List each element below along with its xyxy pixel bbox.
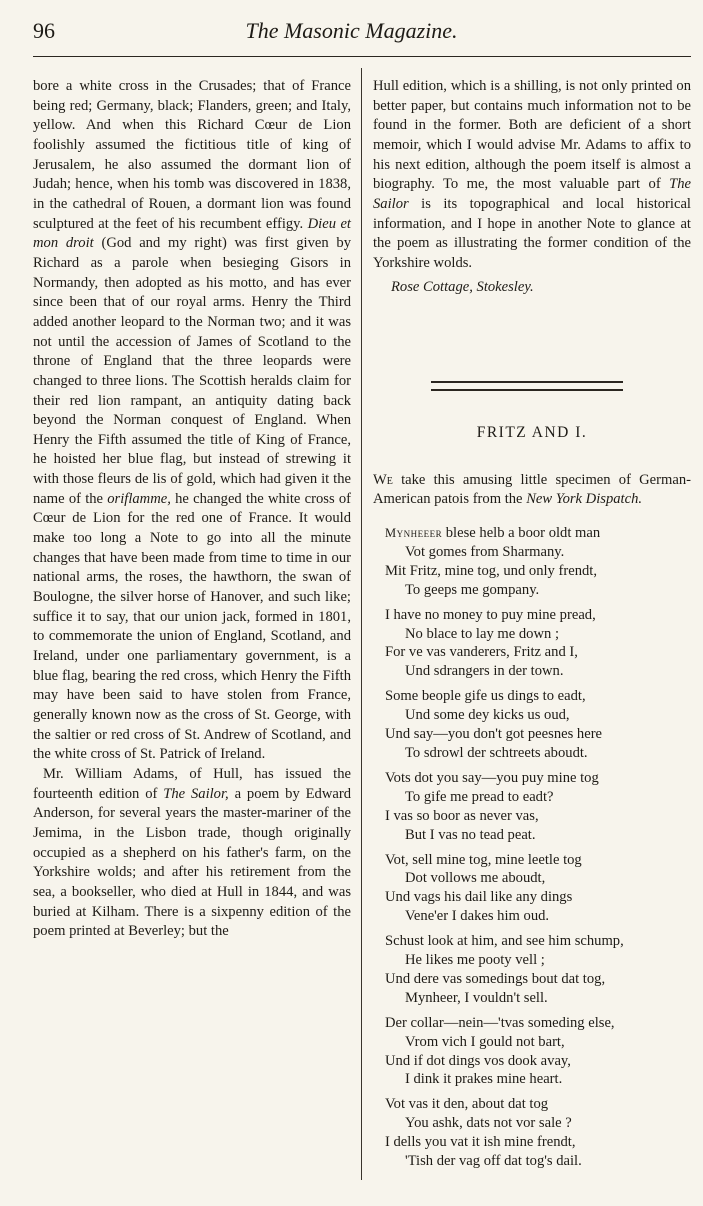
poem-line: I vas so boor as never vas, xyxy=(385,807,539,824)
poem-stanza xyxy=(373,687,691,763)
poem-line: I dells you vat it ish mine frendt, xyxy=(385,1134,576,1151)
poem-line: Dot vollows me aboudt, xyxy=(405,870,546,887)
right-column-continuation xyxy=(373,77,691,297)
poem-line: He likes me pooty vell ; xyxy=(405,952,545,969)
poem xyxy=(373,524,691,1177)
poem-stanza xyxy=(373,932,691,1008)
column-divider xyxy=(361,68,362,1180)
poem-line: Vot gomes from Sharmany. xyxy=(405,543,565,560)
sailor-italic-right: The Sailor xyxy=(373,176,691,212)
signature: Rose Cottage, Stokesley. xyxy=(391,278,534,295)
poem-line: I have no money to puy mine pread, xyxy=(385,606,596,623)
oriflamme-italic: oriflamme, xyxy=(107,490,171,507)
poem-line: But I vas no tead peat. xyxy=(405,826,536,843)
intro-first-word: We xyxy=(373,471,393,488)
paragraph-arms: bore a white cross in the Crusades; that of France being red; Germany, black; Flanders, green; and Italy, yellow. And when this Richard Cœur de Lion foolishly assumed the fictitious title of king of Jerusalem, he also assumed the dormant lion of Judah; hence, when his tomb was discovered in 1838, in the cathedral of Rouen, a dormant lion was found sculptured at the feet of his recumbent effigy. Dieu et mon droit (God and my right) was first given by Richard as a parole when besieging Gisors in Normandy, then adopted as his motto, and has ever since been that of our royal arms. Henry the Third added another leopard to the Norman two; and it was not until the accession of James of Scotland to the throne of England that the three leopards were changed to three lions. The Scottish heralds claim for their red lion rampant, an antiquity dating back beyond the Norman conquest of England. When Henry the Fifth assumed the title of King of France, he hoisted her blue flag, but instead of strewing it with those fleurs de lis of gold, which had given it the name of the oriflamme, he changed the white cross of Cœur de Lion for the red one of France. It would make too long a Note to go into all the minute changes that have been made from time to time in our national arms, the roses, the hawthorn, the swan of Boulogne, the silver horse of Hanover, and such like; suffice it to say, that our union jack, formed in 1801, to commemorate the union of England, Scotland, and Ireland, under one parliamentary government, is a blue flag, bearing the red cross, which Henry the Fifth may have been said to have stolen from France, generally known now as the cross of St. George, with the saltier or red cross of St. Andrew of Scotland, and the white cross of St. Patrick of Ireland. xyxy=(33,78,351,763)
intro-source: New York Dispatch. xyxy=(526,491,643,508)
poem-first-word: Mynheeer xyxy=(385,526,443,540)
article-intro: We take this amusing little specimen of German-American patois from the New York Dispatch. xyxy=(373,471,691,508)
poem-line: Mynheeer blese helb a boor oldt man xyxy=(385,525,601,541)
poem-stanza xyxy=(373,1014,691,1090)
poem-line: Und some dey kicks us oud, xyxy=(405,707,570,724)
poem-line: No blace to lay me down ; xyxy=(405,625,560,642)
poem-line: Und if dot dings vos dook avay, xyxy=(385,1052,571,1069)
poem-line: Und sdrangers in der town. xyxy=(405,663,564,680)
poem-line: Vene'er I dakes him oud. xyxy=(405,908,550,925)
poem-line: I dink it prakes mine heart. xyxy=(405,1071,563,1088)
page-number: 96 xyxy=(33,18,55,43)
poem-stanza xyxy=(373,524,691,600)
poem-line: Mynheer, I vouldn't sell. xyxy=(405,989,548,1006)
page-header xyxy=(0,0,703,60)
poem-line: You ashk, dats not vor sale ? xyxy=(405,1115,572,1132)
running-title: The Masonic Magazine. xyxy=(245,18,458,43)
poem-line: Und vags his dail like any dings xyxy=(385,889,573,906)
poem-stanza xyxy=(373,851,691,927)
poem-line: Mit Fritz, mine tog, und only frendt, xyxy=(385,562,597,579)
poem-stanza xyxy=(373,606,691,682)
article-title: FRITZ AND I. xyxy=(476,424,588,441)
poem-line: To geeps me gompany. xyxy=(405,581,540,598)
poem-line: Some beople gife us dings to eadt, xyxy=(385,688,586,705)
poem-line: Vrom vich I gould not bart, xyxy=(405,1033,565,1050)
poem-line: Schust look at him, and see him schump, xyxy=(385,933,624,950)
poem-stanza xyxy=(373,769,691,845)
poem-line: Und say—you don't got peesnes here xyxy=(385,726,603,743)
poem-line: For ve vas vanderers, Fritz and I, xyxy=(385,644,578,661)
sailor-italic: The Sailor, xyxy=(163,785,229,802)
poem-line: Vot vas it den, about dat tog xyxy=(385,1096,549,1113)
poem-stanza xyxy=(373,1095,691,1171)
poem-line: 'Tish der vag off dat tog's dail. xyxy=(405,1153,582,1170)
poem-line: Und dere vas somedings bout dat tog, xyxy=(385,970,606,987)
poem-line: Der collar—nein—'tvas someding else, xyxy=(385,1014,615,1031)
motto-italic: Dieu et mon droit xyxy=(33,215,351,252)
poem-line: To gife me pread to eadt? xyxy=(405,788,554,805)
left-column xyxy=(33,77,351,942)
header-rule xyxy=(33,56,691,57)
section-double-rule xyxy=(431,381,623,391)
poem-line: Vots dot you say—you puy mine tog xyxy=(385,769,599,786)
poem-line: Vot, sell mine tog, mine leetle tog xyxy=(385,851,582,868)
poem-line: To sdrowl der schtreets aboudt. xyxy=(405,744,588,761)
paragraph-sailor: Mr. William Adams, of Hull, has issued the fourteenth edition of The Sailor, a poem by Edward Anderson, for several years the master-mariner of the Jemima, in the Lisbon trade, though originally occupied as a shepherd on his father's farm, on the Yorkshire wolds; and after his retirement from the sea, a bookseller, who died at Hull in 1844, and was buried at Kilham. There is a sixpenny edition of the poem printed at Beverley; but the xyxy=(33,765,352,940)
paragraph-continuation: Hull edition, which is a shilling, is not only printed on better paper, but contains much information not to be found in the former. Both are deficient of a short memoir, which I would advise Mr. Adams to affix to his next edition, although the poem itself is almost a biography. To me, the most valuable part of The Sailor is its topographical and local historical information, and I hope in another Note to glance at the poem as illustrating the former condition of the Yorkshire wolds. xyxy=(373,78,691,271)
